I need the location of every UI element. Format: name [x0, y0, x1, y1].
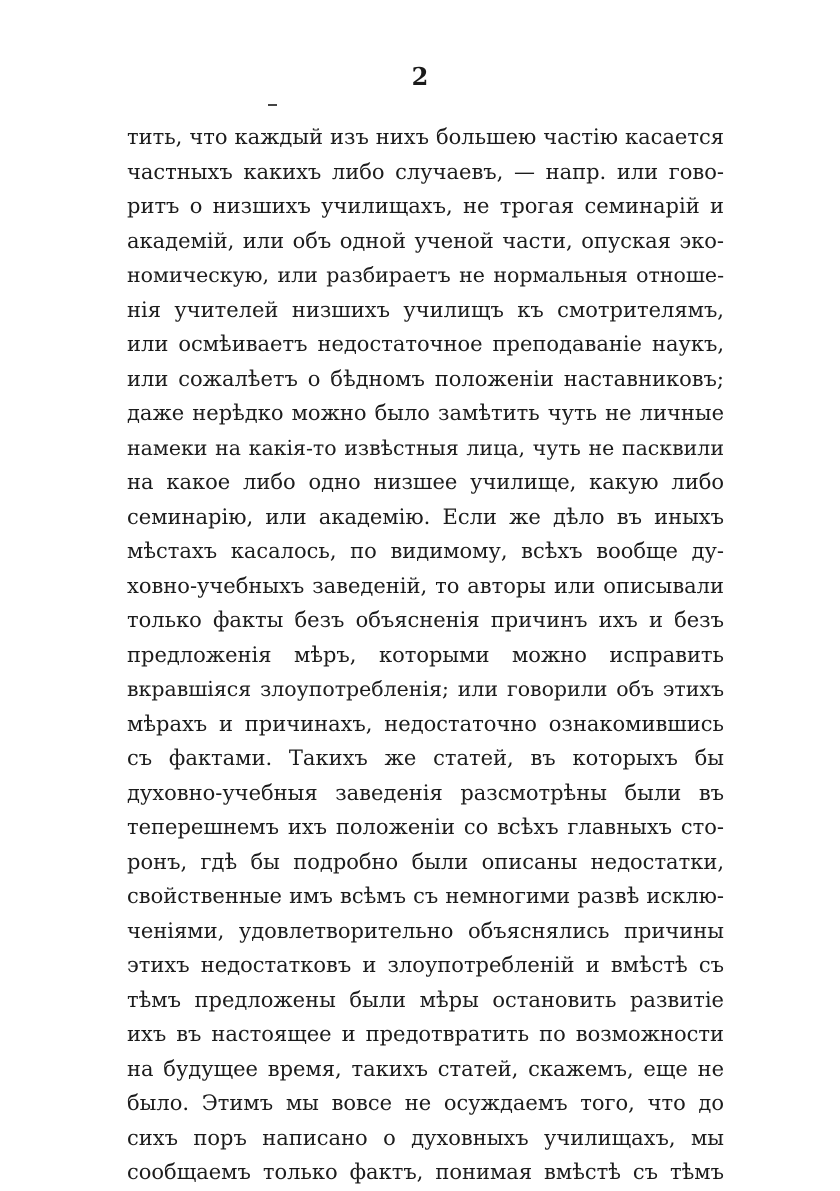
text-line: вкравшіяся злоупотребленія; или говорили объ этихъ	[127, 677, 724, 701]
text-line: нія учителей низшихъ училищъ къ смотрителямъ,	[127, 297, 724, 322]
text-line: теперешнемъ ихъ положеніи со всѣхъ главныхъ сто-	[127, 815, 724, 839]
text-line: на какое либо одно низшее училище, какую либо	[127, 470, 724, 494]
text-line: съ фактами. Такихъ же статей, въ которыхъ бы	[127, 746, 724, 770]
print-speck	[268, 104, 277, 106]
text-line: номическую, или разбираетъ не нормальныя отноше-	[127, 263, 724, 287]
text-line: только факты безъ объясненія причинъ ихъ и безъ	[127, 608, 724, 632]
text-line: ихъ въ настоящее и предотвратить по возможности	[127, 1022, 724, 1046]
text-line: частныхъ какихъ либо случаевъ, — напр. или гово-	[127, 159, 724, 184]
text-line: на будущее время, такихъ статей, скажемъ, еще не	[127, 1056, 724, 1081]
text-line: мѣстахъ касалось, по видимому, всѣхъ вообще ду-	[127, 539, 724, 563]
page-number: 2	[411, 62, 429, 91]
text-line: даже нерѣдко можно было замѣтить чуть не личные	[127, 401, 724, 425]
text-line: ченіями, удовлетворительно объяснялись причины	[127, 918, 724, 943]
text-line: академій, или объ одной ученой части, опуская эко-	[127, 228, 724, 253]
text-line: или сожалѣетъ о бѣдномъ положеніи наставниковъ;	[127, 366, 724, 391]
text-line: ховно-учебныхъ заведеній, то авторы или описывали	[127, 573, 724, 598]
text-line: намеки на какія-то извѣстныя лица, чуть не пасквили	[127, 435, 724, 460]
text-line: ронъ, гдѣ бы подробно были описаны недостатки,	[127, 849, 724, 874]
text-line: тѣмъ предложены были мѣры остановить развитіе	[127, 987, 724, 1012]
text-line: сихъ поръ написано о духовныхъ училищахъ, мы	[127, 1125, 724, 1150]
body-text	[127, 120, 724, 1190]
text-line: этихъ недостатковъ и злоупотребленій и вмѣстѣ съ	[127, 953, 724, 977]
text-line: было. Этимъ мы вовсе не осуждаемъ того, что до	[127, 1091, 724, 1115]
text-line: или осмѣиваетъ недостаточное преподаваніе наукъ,	[127, 332, 724, 356]
text-line: семинарію, или академію. Если же дѣло въ иныхъ	[127, 504, 724, 529]
text-line: свойственные имъ всѣмъ съ немногими развѣ исклю-	[127, 884, 724, 908]
text-line: духовно-учебныя заведенія разсмотрѣны были въ	[127, 780, 724, 805]
text-line: тить, что каждый изъ нихъ большею частію касается	[127, 125, 724, 149]
text-line: мѣрахъ и причинахъ, недостаточно ознакомившись	[127, 711, 724, 736]
text-line: предложенія мѣръ, которыми можно исправить	[127, 642, 724, 667]
text-line: сообщаемъ только фактъ, понимая вмѣстѣ съ тѣмъ	[127, 1160, 724, 1184]
text-line: ритъ о низшихъ училищахъ, не трогая семинарій и	[127, 194, 724, 218]
